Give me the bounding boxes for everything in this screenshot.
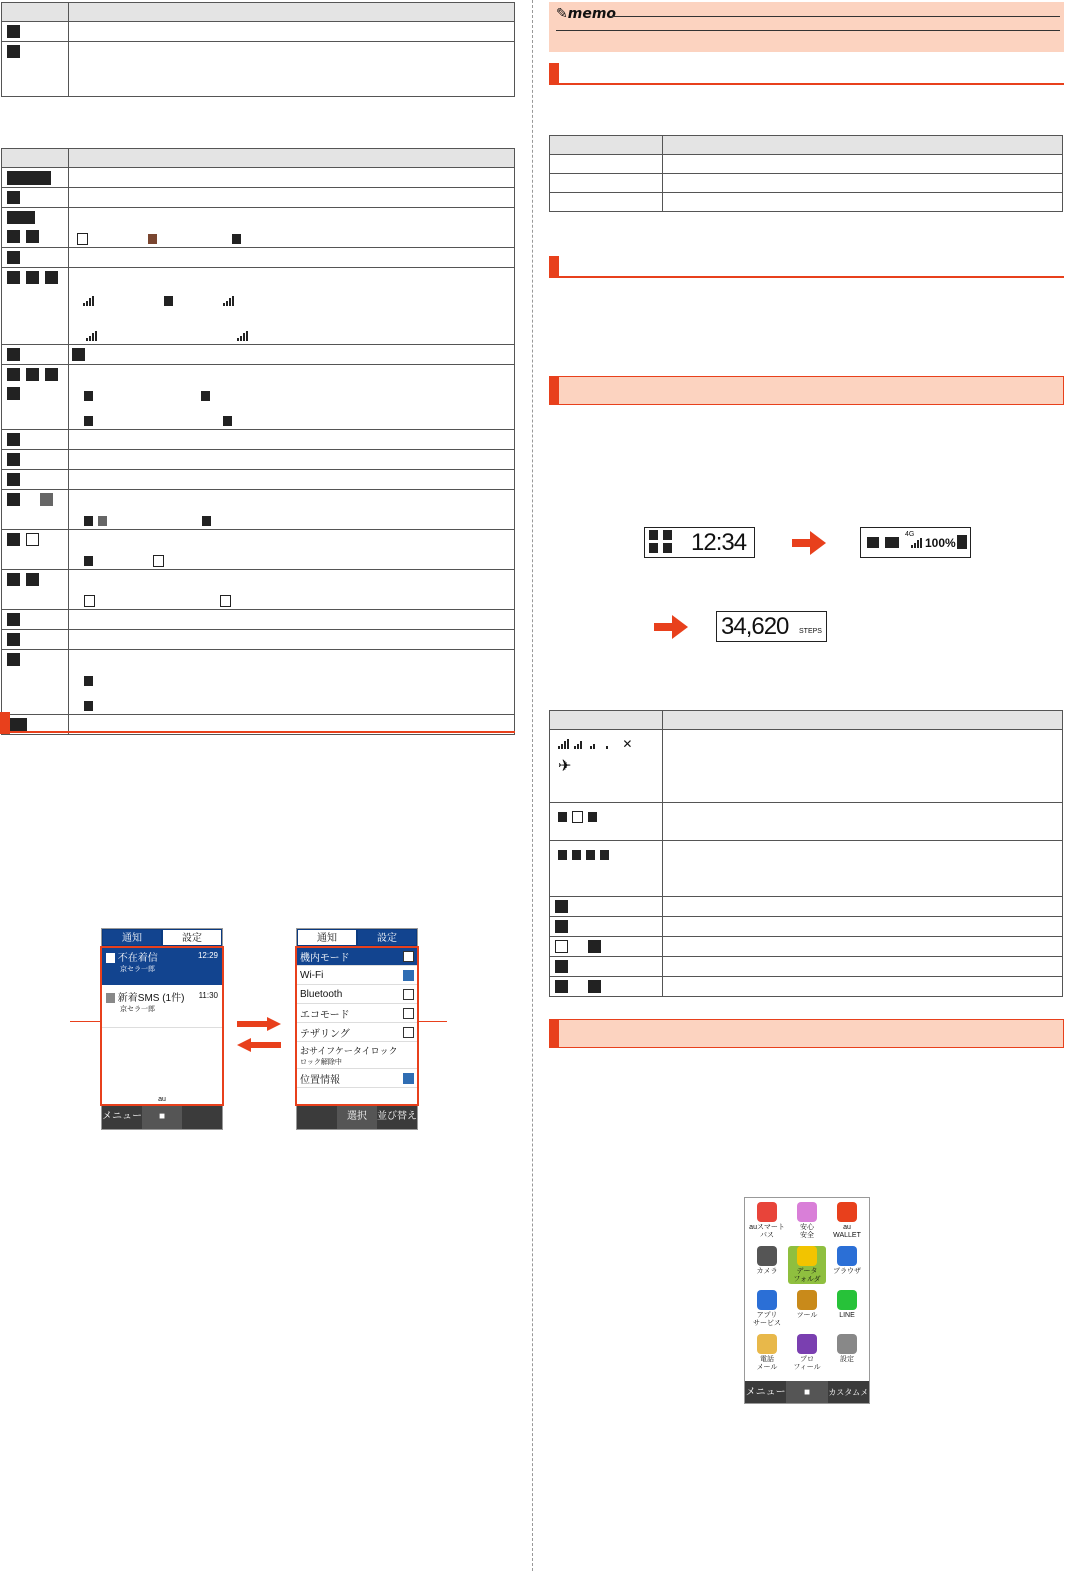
battery-full-icon (77, 233, 88, 245)
table-header-row (550, 711, 1063, 730)
app-tile[interactable] (788, 1246, 826, 1284)
battery-percent-icon (7, 211, 35, 224)
softkey-right[interactable]: 並び替え (377, 1111, 417, 1122)
table-row (550, 155, 1063, 174)
app-icon (797, 1334, 817, 1354)
lcd-battery-percent: 100% (925, 536, 956, 550)
app-tile[interactable] (748, 1202, 786, 1240)
app-icon (757, 1334, 777, 1354)
section-marker (549, 376, 559, 405)
lcd-icon-table (549, 710, 1063, 997)
arrow-left-icon (237, 1038, 281, 1052)
pencil-icon: ✎ (556, 6, 568, 22)
app-tile[interactable] (828, 1290, 866, 1320)
app-tile[interactable] (748, 1334, 786, 1372)
alarm-icon (649, 530, 658, 540)
app-tile[interactable] (828, 1334, 866, 1364)
airplane-icon: ✈ (558, 756, 572, 775)
app-icon (837, 1246, 857, 1266)
signal-icon (7, 271, 20, 284)
cursor-icon (84, 676, 93, 686)
signal-none-icon (164, 296, 173, 306)
lcd-clock-display (644, 527, 755, 558)
app-label: 設定 (840, 1356, 854, 1363)
wifi-icon (40, 493, 53, 506)
softkey-left[interactable] (297, 1105, 337, 1129)
bike-icon (223, 416, 232, 426)
notification-title: 新着SMS (1件) (117, 993, 185, 1004)
sync-off-icon (7, 633, 20, 646)
tab-notify[interactable]: 通知 (102, 929, 162, 946)
notification-time: 11:30 (198, 991, 218, 1000)
lcd-status-display (860, 527, 971, 558)
signal-bars-icon (606, 739, 617, 749)
table-row (2, 345, 515, 365)
app-tile[interactable] (748, 1290, 786, 1328)
app-tile[interactable] (748, 1246, 786, 1276)
carrier-label: au (158, 1096, 166, 1103)
card-icon (7, 573, 20, 586)
bluetooth-icon (7, 533, 20, 546)
lcd-steps-display (716, 611, 827, 642)
app-tile[interactable] (828, 1246, 866, 1276)
card-icon (663, 530, 672, 540)
app-label: LINE (839, 1312, 855, 1319)
table-row (2, 610, 515, 630)
app-label: アプリ サービス (753, 1312, 781, 1327)
vibrate-icon (7, 433, 20, 446)
walk-icon (84, 391, 93, 401)
table-header-row (2, 3, 515, 22)
battery-icon (572, 811, 583, 823)
app-icon (757, 1290, 777, 1310)
app-icon (837, 1334, 857, 1354)
card-icon (26, 573, 39, 586)
app-label: プロ フィール (793, 1356, 821, 1371)
clock-icon (7, 171, 51, 185)
notification-sub: 京セラ一郎 (120, 966, 155, 973)
mail-icon (663, 543, 672, 553)
table-row (550, 174, 1063, 193)
tab-settings[interactable]: 設定 (357, 929, 417, 946)
app-icon (837, 1290, 857, 1310)
setting-sub: ロック解除中 (300, 1058, 342, 1066)
section-heading-bar (549, 376, 1064, 405)
signal-bars-icon (83, 296, 94, 306)
app-tile[interactable] (788, 1202, 826, 1240)
table-header-row (550, 136, 1063, 155)
chat-icon (555, 960, 568, 973)
section-rule (549, 83, 1064, 85)
battery-low-icon (148, 234, 157, 244)
section-heading-bar (549, 1019, 1064, 1048)
signal-bars-icon (223, 296, 234, 306)
memo-rule (556, 30, 1060, 31)
wifi-icon (867, 537, 879, 548)
app-icon (797, 1290, 817, 1310)
silent-icon (7, 453, 20, 466)
section-marker (549, 1019, 559, 1048)
app-label: 安心 安全 (800, 1224, 814, 1239)
refresh-icon (7, 25, 20, 38)
close-icon: ✕ (622, 737, 633, 751)
table-row (2, 248, 515, 268)
wifi-icon (588, 980, 601, 993)
battery-charging-icon (588, 812, 597, 822)
card-icon (84, 595, 95, 607)
card-icon (220, 595, 231, 607)
table-row (2, 630, 515, 650)
setting-label: おサイフケータイロック (300, 1045, 398, 1056)
table-row (2, 268, 515, 345)
setting-label: テザリング (300, 1028, 350, 1040)
walk-icon (558, 850, 567, 860)
setting-label: 機内モード (300, 952, 350, 964)
more-icon (7, 45, 20, 58)
bluetooth-icon (84, 556, 93, 566)
table-row (2, 650, 515, 715)
status-icon-table (1, 148, 515, 735)
app-tile[interactable] (788, 1334, 826, 1372)
arrow-right-icon (792, 531, 826, 555)
arrow-right-icon (237, 1017, 281, 1031)
app-label: auスマート パス (749, 1224, 785, 1239)
app-icon (797, 1202, 817, 1222)
car-icon (572, 850, 581, 860)
battery-icon (7, 230, 20, 243)
signal-4g-icon (86, 331, 97, 341)
app-label: 電話 メール (756, 1356, 778, 1371)
mute-icon (7, 473, 20, 486)
table-row (2, 42, 515, 97)
tab-notify[interactable]: 通知 (297, 929, 357, 946)
app-icon (837, 1202, 857, 1222)
wifi-icon (84, 516, 93, 526)
run-icon (45, 368, 58, 381)
wifi-icon (555, 980, 568, 993)
table-row (550, 957, 1063, 977)
notification-sub: 京セラ一郎 (120, 1006, 155, 1013)
table-row (550, 977, 1063, 997)
key-icon (7, 718, 27, 731)
setting-label: 位置情報 (300, 1074, 340, 1086)
table-row (550, 193, 1063, 212)
sleep-icon (7, 348, 20, 361)
app-tile[interactable] (788, 1290, 826, 1320)
table-row (550, 897, 1063, 917)
signal-icon (26, 271, 39, 284)
section-rule (549, 276, 1064, 278)
softkey-left[interactable]: メニュー (745, 1387, 786, 1398)
icon-table-1 (1, 2, 515, 97)
car-icon (26, 368, 39, 381)
app-label: ツール (796, 1312, 818, 1319)
table-row (2, 450, 515, 470)
tab-settings[interactable]: 設定 (162, 929, 222, 946)
softkey-center[interactable]: ■ (142, 1105, 182, 1129)
location-icon (7, 613, 20, 626)
lcd-steps-unit: STEPS (799, 628, 822, 635)
notification-title: 不在着信 (117, 953, 158, 964)
lcd-clock: 12:34 (691, 529, 747, 556)
soft-key-bar (745, 1381, 869, 1421)
battery-icon (558, 812, 567, 822)
softkey-center[interactable]: ■ (786, 1381, 827, 1403)
app-tile[interactable] (828, 1202, 866, 1240)
battery-charging-icon (26, 230, 39, 243)
memo-box (549, 2, 1064, 52)
signal-none-icon (45, 271, 58, 284)
main-menu-screen (744, 1197, 870, 1421)
table-row (550, 841, 1063, 897)
softkey-left[interactable]: メニュー (102, 1111, 142, 1122)
table-row (2, 168, 515, 188)
setting-label: エコモード (300, 1009, 350, 1021)
notification-time: 12:29 (197, 951, 218, 960)
table-row (2, 530, 515, 570)
softkey-center[interactable]: 選択 (337, 1105, 377, 1129)
app-icon (757, 1246, 777, 1266)
softkey-right[interactable]: カスタムメニュー (828, 1388, 869, 1421)
table-row (2, 470, 515, 490)
table-row (2, 365, 515, 430)
table-row (550, 917, 1063, 937)
car-icon (885, 537, 899, 548)
signal-bars-icon (558, 739, 569, 749)
table-row (2, 208, 515, 248)
table-row (2, 490, 515, 530)
arrow-right-icon (654, 615, 688, 639)
app-label: ブラウザ (833, 1268, 861, 1275)
table-row (2, 188, 515, 208)
wifi-icon (202, 516, 211, 526)
bluetooth-icon (26, 533, 39, 546)
callout-line (417, 1021, 447, 1022)
highlight-frame (295, 946, 419, 1106)
signal-bars-icon (590, 739, 601, 749)
walk-icon (7, 368, 20, 381)
signal-bars-icon (574, 739, 585, 749)
callout-line (70, 1021, 100, 1022)
soft-key-bar (102, 1105, 222, 1129)
settings-table (549, 135, 1063, 212)
battery-charge-icon (232, 234, 241, 244)
memo-rule (610, 16, 1060, 17)
wifi-icon (7, 493, 20, 506)
card-icon (555, 920, 568, 933)
section-marker (549, 63, 559, 85)
table-row (2, 570, 515, 610)
signal-bars-icon (911, 538, 922, 548)
battery-icon (957, 535, 967, 549)
alarm-icon (555, 900, 568, 913)
table-header-row (2, 149, 515, 168)
table-row (2, 430, 515, 450)
chat-icon (649, 543, 658, 553)
run-icon (586, 850, 595, 860)
app-label: データ フォルダ (793, 1268, 821, 1283)
table-row (550, 730, 1063, 803)
table-row (550, 937, 1063, 957)
highlight-frame (100, 946, 224, 1106)
table-row (2, 22, 515, 42)
bike-icon (7, 387, 20, 400)
mail-icon (588, 940, 601, 953)
app-icon (757, 1202, 777, 1222)
memo-label: ✎memo (556, 6, 617, 22)
cursor-icon (84, 701, 93, 711)
soft-key-bar (297, 1105, 417, 1129)
airplane-icon (7, 251, 20, 264)
car-icon (201, 391, 210, 401)
black-square-icon (72, 348, 85, 361)
lcd-steps: 34,620 (721, 613, 789, 640)
cursor-icon (7, 653, 20, 666)
lcd-signal-tag: 4G (905, 531, 915, 538)
setting-label: Bluetooth (300, 988, 343, 1000)
app-label: au WALLET (833, 1224, 861, 1239)
signal-roaming-icon (237, 331, 248, 341)
alarm-icon (7, 191, 20, 204)
table-row (550, 803, 1063, 841)
mail-icon (555, 940, 568, 953)
column-divider (532, 0, 533, 1571)
section-rule (0, 731, 515, 733)
section-marker (549, 256, 559, 278)
run-icon (84, 416, 93, 426)
wifi-icon (98, 516, 107, 526)
bike-icon (600, 850, 609, 860)
setting-label: Wi-Fi (300, 969, 324, 981)
app-icon (797, 1246, 817, 1266)
softkey-right[interactable] (182, 1105, 222, 1129)
app-label: カメラ (756, 1268, 778, 1275)
bluetooth-icon (153, 555, 164, 567)
